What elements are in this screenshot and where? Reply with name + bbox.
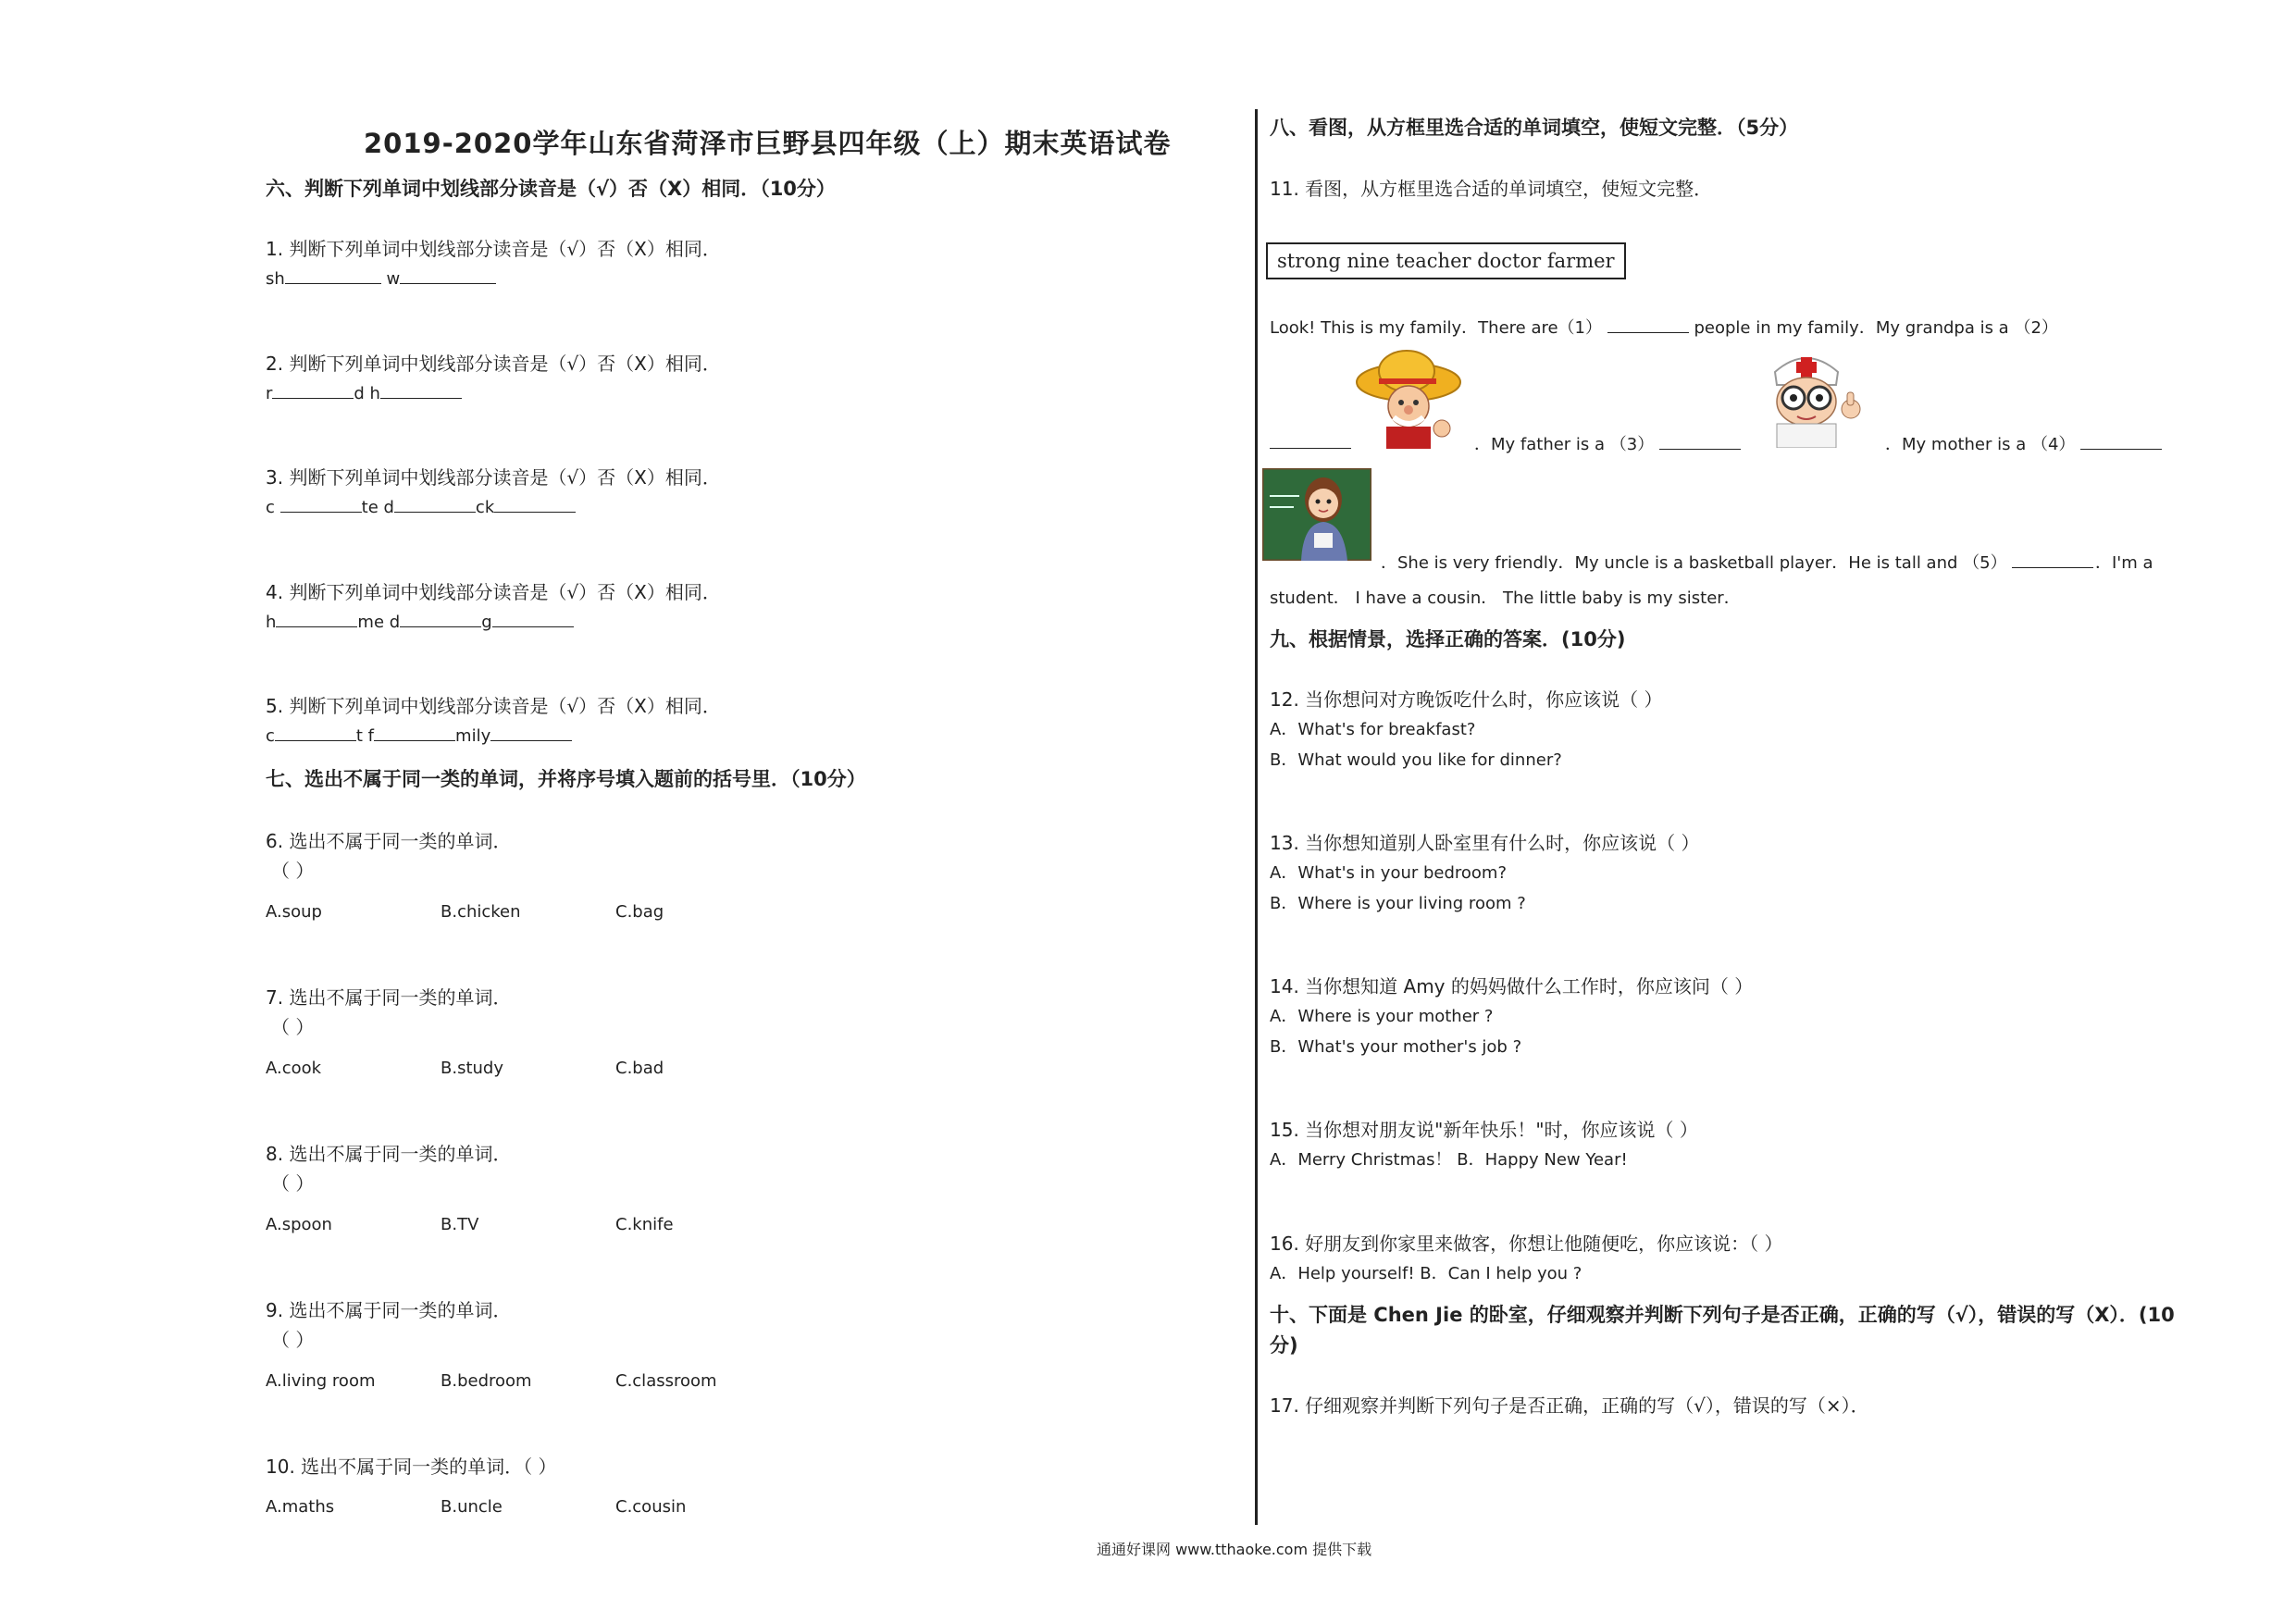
answer-blank-3[interactable] — [1659, 432, 1741, 450]
option-b: B．What would you like for dinner? — [1270, 750, 1562, 770]
question-stem: 15. 当你想对朋友说"新年快乐！"时，你应该说（ ） — [1270, 1119, 1698, 1141]
passage-line-2-father: ．My father is a （3） — [1474, 431, 1741, 455]
question-stem: 5. 判断下列单词中划线部分读音是（√）否（X）相同． — [266, 695, 721, 717]
page-footer: 通通好课网 www.tthaoke.com 提供下载 — [1097, 1541, 1372, 1558]
blank-line: c te d ck — [266, 495, 576, 517]
page-title: 2019-2020学年山东省菏泽市巨野县四年级（上）期末英语试卷 — [364, 128, 1172, 159]
passage-line-1: Look! This is my family．There are（1） people in my family．My grandpa is a （2） — [1270, 315, 2058, 339]
blank-line: c t f mily — [266, 724, 572, 746]
passage-line-4: student． I have a cousin． The little baby is my sister． — [1270, 588, 1741, 608]
option-b: B.chicken — [441, 902, 521, 922]
passage-line-2-mother: ．My mother is a （4） — [1885, 431, 2162, 455]
answer-paren[interactable]: （ ） — [271, 860, 315, 882]
option-a: A.cook — [266, 1059, 322, 1078]
answer-blank[interactable] — [494, 495, 576, 513]
answer-blank-1[interactable] — [1607, 316, 1689, 333]
section-8-heading: 八、看图，从方框里选合适的单词填空，使短文完整．（5分） — [1270, 117, 1799, 139]
question-stem: 10. 选出不属于同一类的单词．（ ） — [266, 1456, 557, 1478]
question-stem: 9. 选出不属于同一类的单词． — [266, 1299, 512, 1321]
options: A．Merry Christmas！ B．Happy New Year! — [1270, 1150, 1628, 1170]
answer-paren[interactable]: （ ） — [271, 1016, 315, 1038]
farmer-picture — [1353, 347, 1464, 449]
passage-line-3-end: ．I'm a — [2095, 553, 2153, 573]
section-7-heading: 七、选出不属于同一类的单词，并将序号填入题前的括号里．（10分） — [266, 768, 866, 790]
answer-blank[interactable] — [394, 495, 476, 513]
option-b: B.TV — [441, 1215, 479, 1234]
question-17-stem: 17. 仔细观察并判断下列句子是否正确，正确的写（√），错误的写（×）． — [1270, 1394, 1869, 1417]
answer-blank[interactable] — [374, 724, 455, 741]
option-c: C.bag — [615, 902, 664, 922]
section-6-heading: 六、判断下列单词中划线部分读音是（√）否（X）相同．（10分） — [266, 178, 836, 200]
section-10-heading-cont: 分) — [1270, 1334, 1298, 1357]
answer-blank[interactable] — [400, 266, 496, 284]
answer-paren[interactable]: （ ） — [271, 1329, 315, 1351]
option-b: B.study — [441, 1059, 503, 1078]
answer-paren[interactable]: （ ） — [271, 1172, 315, 1195]
option-a: A．What's for breakfast? — [1270, 720, 1476, 739]
option-c: C.classroom — [615, 1371, 717, 1391]
option-a: A.soup — [266, 902, 322, 922]
option-c: C.cousin — [615, 1497, 687, 1517]
option-b: B.uncle — [441, 1497, 503, 1517]
column-divider — [1255, 109, 1258, 1525]
passage-line-3: ．She is very friendly．My uncle is a basketball player．He is tall and （5） — [1381, 550, 2093, 574]
answer-blank[interactable] — [400, 610, 481, 627]
question-stem: 7. 选出不属于同一类的单词． — [266, 986, 512, 1009]
option-c: C.bad — [615, 1059, 664, 1078]
option-b: B．Where is your living room ? — [1270, 894, 1526, 913]
blank-line: h me d g — [266, 610, 574, 632]
option-a: A.spoon — [266, 1215, 332, 1234]
question-stem: 4. 判断下列单词中划线部分读音是（√）否（X）相同． — [266, 581, 721, 603]
option-c: C.knife — [615, 1215, 674, 1234]
answer-blank-5[interactable] — [2012, 551, 2093, 568]
answer-blank[interactable] — [492, 610, 574, 627]
doctor-picture — [1755, 344, 1866, 448]
answer-blank-4[interactable] — [2080, 432, 2162, 450]
question-stem: 3. 判断下列单词中划线部分读音是（√）否（X）相同． — [266, 466, 721, 489]
passage-line-2 — [1270, 431, 1351, 453]
question-stem: 6. 选出不属于同一类的单词． — [266, 830, 512, 852]
question-stem: 1. 判断下列单词中划线部分读音是（√）否（X）相同． — [266, 238, 721, 260]
question-11-stem: 11. 看图，从方框里选合适的单词填空，使短文完整． — [1270, 178, 1713, 200]
option-b: B．What's your mother's job ? — [1270, 1037, 1522, 1057]
options: A．Help yourself! B．Can I help you ? — [1270, 1264, 1582, 1283]
option-a: A．What's in your bedroom? — [1270, 863, 1508, 883]
teacher-picture — [1262, 468, 1371, 561]
answer-blank[interactable] — [275, 724, 356, 741]
option-a: A．Where is your mother ? — [1270, 1007, 1494, 1026]
blank-line: sh w — [266, 266, 496, 289]
answer-blank[interactable] — [490, 724, 572, 741]
answer-blank[interactable] — [280, 495, 362, 513]
section-10-heading: 十、下面是 Chen Jie 的卧室，仔细观察并判断下列句子是否正确，正确的写（√），错误的写（X）．(10 — [1270, 1304, 2175, 1326]
word-box: strong nine teacher doctor farmer — [1266, 242, 1626, 279]
option-a: A.maths — [266, 1497, 335, 1517]
answer-blank-2[interactable] — [1270, 431, 1351, 449]
blank-line: r d h — [266, 381, 462, 403]
question-stem: 13. 当你想知道别人卧室里有什么时，你应该说（ ） — [1270, 832, 1700, 854]
question-stem: 14. 当你想知道 Amy 的妈妈做什么工作时，你应该问（ ） — [1270, 975, 1754, 997]
answer-blank[interactable] — [285, 266, 381, 284]
section-9-heading: 九、根据情景，选择正确的答案．(10分) — [1270, 628, 1626, 650]
question-stem: 8. 选出不属于同一类的单词． — [266, 1143, 512, 1165]
question-stem: 12. 当你想问对方晚饭吃什么时，你应该说（ ） — [1270, 688, 1663, 711]
question-stem: 16. 好朋友到你家里来做客，你想让他随便吃，你应该说：（ ） — [1270, 1233, 1783, 1255]
option-b: B.bedroom — [441, 1371, 532, 1391]
answer-blank[interactable] — [272, 381, 354, 399]
option-a: A.living room — [266, 1371, 376, 1391]
question-stem: 2. 判断下列单词中划线部分读音是（√）否（X）相同． — [266, 353, 721, 375]
answer-blank[interactable] — [276, 610, 357, 627]
answer-blank[interactable] — [380, 381, 462, 399]
